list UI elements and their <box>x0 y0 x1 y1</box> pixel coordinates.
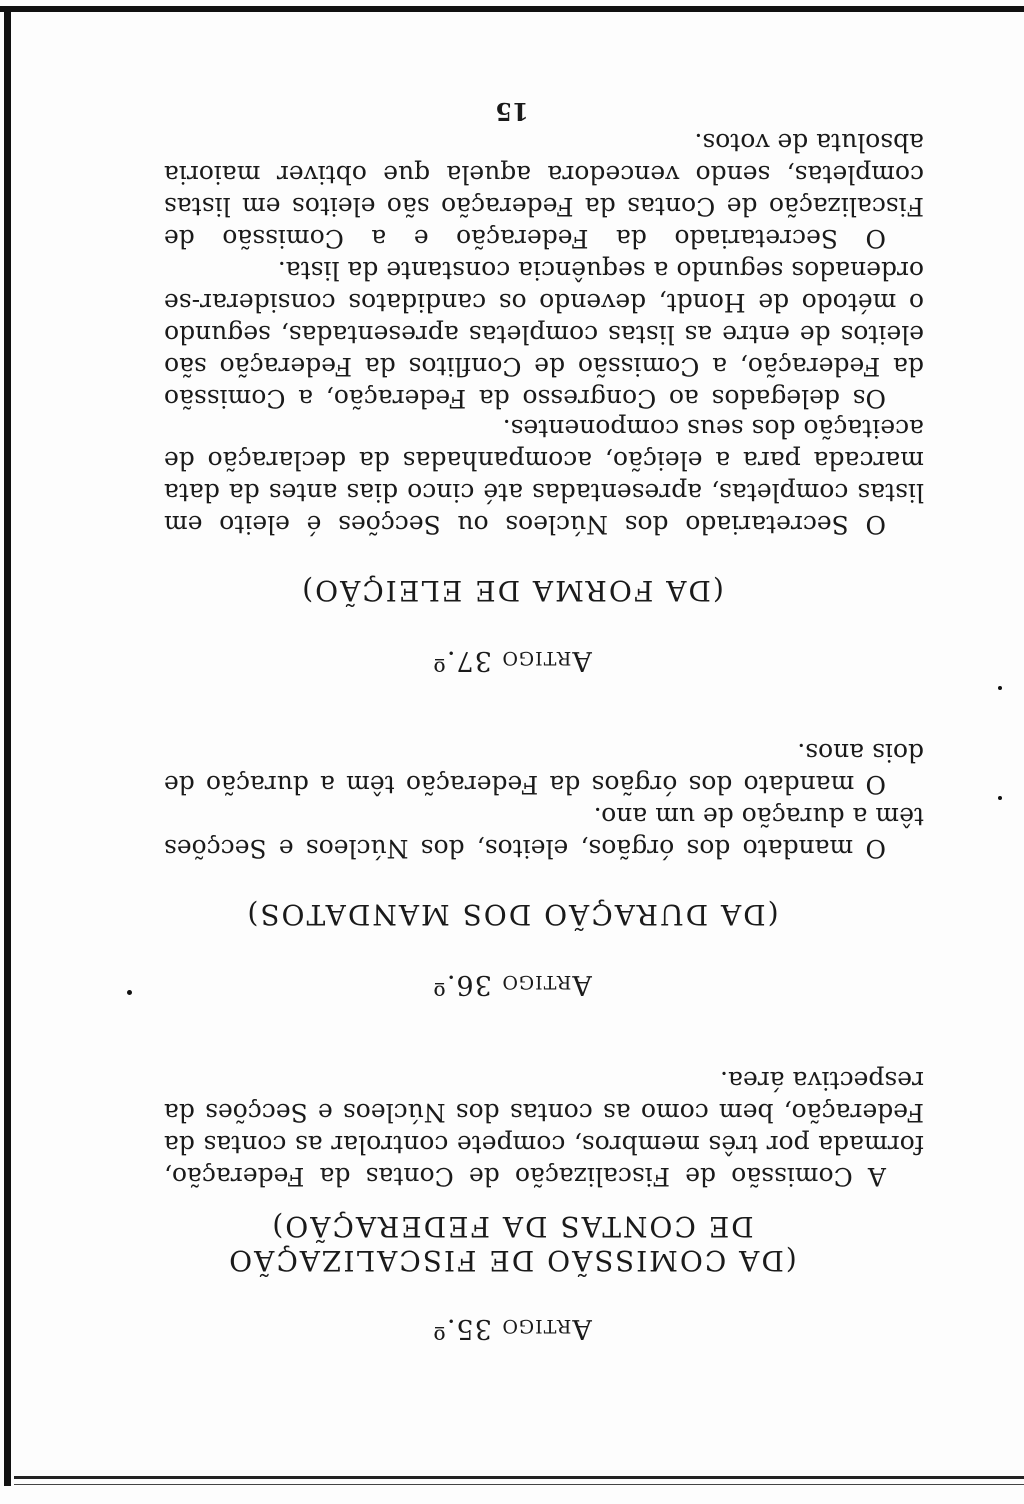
article-35-title: Artigo 35.º <box>432 1313 592 1344</box>
article-36-paragraph-1: O mandato dos órgãos, eleitos, dos Núcleos e Secções têm a duração de um ano. <box>164 802 924 863</box>
article-35-heading-line1: (DA COMISSÃO DE FISCALIZAÇÃO <box>227 1244 797 1277</box>
article-36-heading: (DA DURAÇÃO DOS MANDATOS) <box>245 898 779 931</box>
article-37-paragraph-1: O Secretariado dos Núcleos ou Secções é eleito em listas completas, apresentadas até cinco dias antes da data marcada para a eleição, acompanhadas da declaração de aceitação dos seus componentes. <box>164 414 924 539</box>
article-37-heading: (DA FORMA DE ELEIÇÃO) <box>300 574 724 607</box>
article-37-paragraph-2: Os delegados ao Congresso da Federação, a Comissão da Federação, a Comissão de Conflitos da Federação são eleitos de entre as listas completas apresentadas, segundo o método de Hondt, devendo os candidatos considerar-se ordenados segundo a sequência constante da lista. <box>164 256 924 413</box>
page-number: 15 <box>495 97 529 126</box>
article-35-heading-line2: DE CONTAS DA FEDERAÇÃO) <box>270 1210 754 1243</box>
article-37-paragraph-3: O Secretariado da Federação e a Comissão de Fiscalização de Contas da Federação são eleitos em listas completas, sendo vencedora aquela que obtiver maioria absoluta de votos. <box>164 128 924 253</box>
article-35-paragraph-1: A Comissão de Fiscalização de Contas da Federação, formada por três membros, compete controlar as contas da Federação, bem como as contas dos Núcleos e Secções da respectiva área. <box>164 1066 924 1191</box>
article-36-title: Artigo 36.º <box>432 969 592 1000</box>
article-36-paragraph-2: O mandato dos órgãos da Federação têm a duração de dois anos. <box>164 738 924 799</box>
article-37-title: Artigo 37.º <box>432 645 592 676</box>
